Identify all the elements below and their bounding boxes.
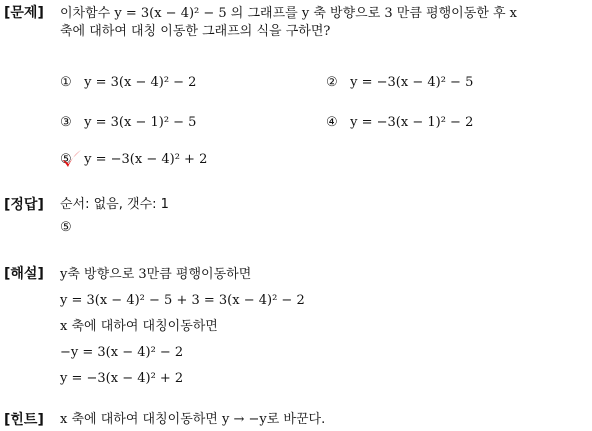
option-number: ③ [60,115,72,130]
option-text: y = 3(x − 4)² − 2 [84,75,197,90]
option-number: ④ [326,115,338,130]
hint-label: [힌트] [4,412,44,428]
solution-line-3: x 축에 대하여 대칭이동하면 [60,319,218,334]
option-4[interactable] [326,114,473,132]
option-number: ① [60,75,72,90]
option-5[interactable] [60,151,207,169]
option-1[interactable] [60,74,196,92]
option-text: y = −3(x − 1)² − 2 [350,115,474,130]
solution-line-2: y = 3(x − 4)² − 5 + 3 = 3(x − 4)² − 2 [60,293,305,308]
solution-line-1: y축 방향으로 3만큼 평행이동하면 [60,267,252,282]
option-3[interactable] [60,114,196,132]
option-text: y = −3(x − 4)² + 2 [84,152,208,167]
solution-line-4: −y = 3(x − 4)² − 2 [60,345,184,360]
answer-value: ⑤ [60,220,72,235]
question-text-line-2: 축에 대하여 대칭 이동한 그래프의 식을 구하면? [60,24,331,39]
answer-label: [정답] [4,197,44,213]
option-number: ⑤ [60,152,72,167]
solution-label: [해설] [4,266,44,282]
hint-text: x 축에 대하여 대칭이동하면 y → −y로 바꾼다. [60,412,326,427]
option-text: y = −3(x − 4)² − 5 [350,75,474,90]
question-label: [문제] [4,5,44,21]
answer-order-count: 순서: 없음, 갯수: 1 [60,197,169,212]
check-mark-icon [60,148,82,170]
solution-line-5: y = −3(x − 4)² + 2 [60,371,184,386]
option-text: y = 3(x − 1)² − 5 [84,115,197,130]
question-text-line-1: 이차함수 y = 3(x − 4)² − 5 의 그래프를 y 축 방향으로 3 만큼 평행이동한 후 x [60,6,517,21]
option-number: ② [326,75,338,90]
option-2[interactable] [326,74,473,92]
